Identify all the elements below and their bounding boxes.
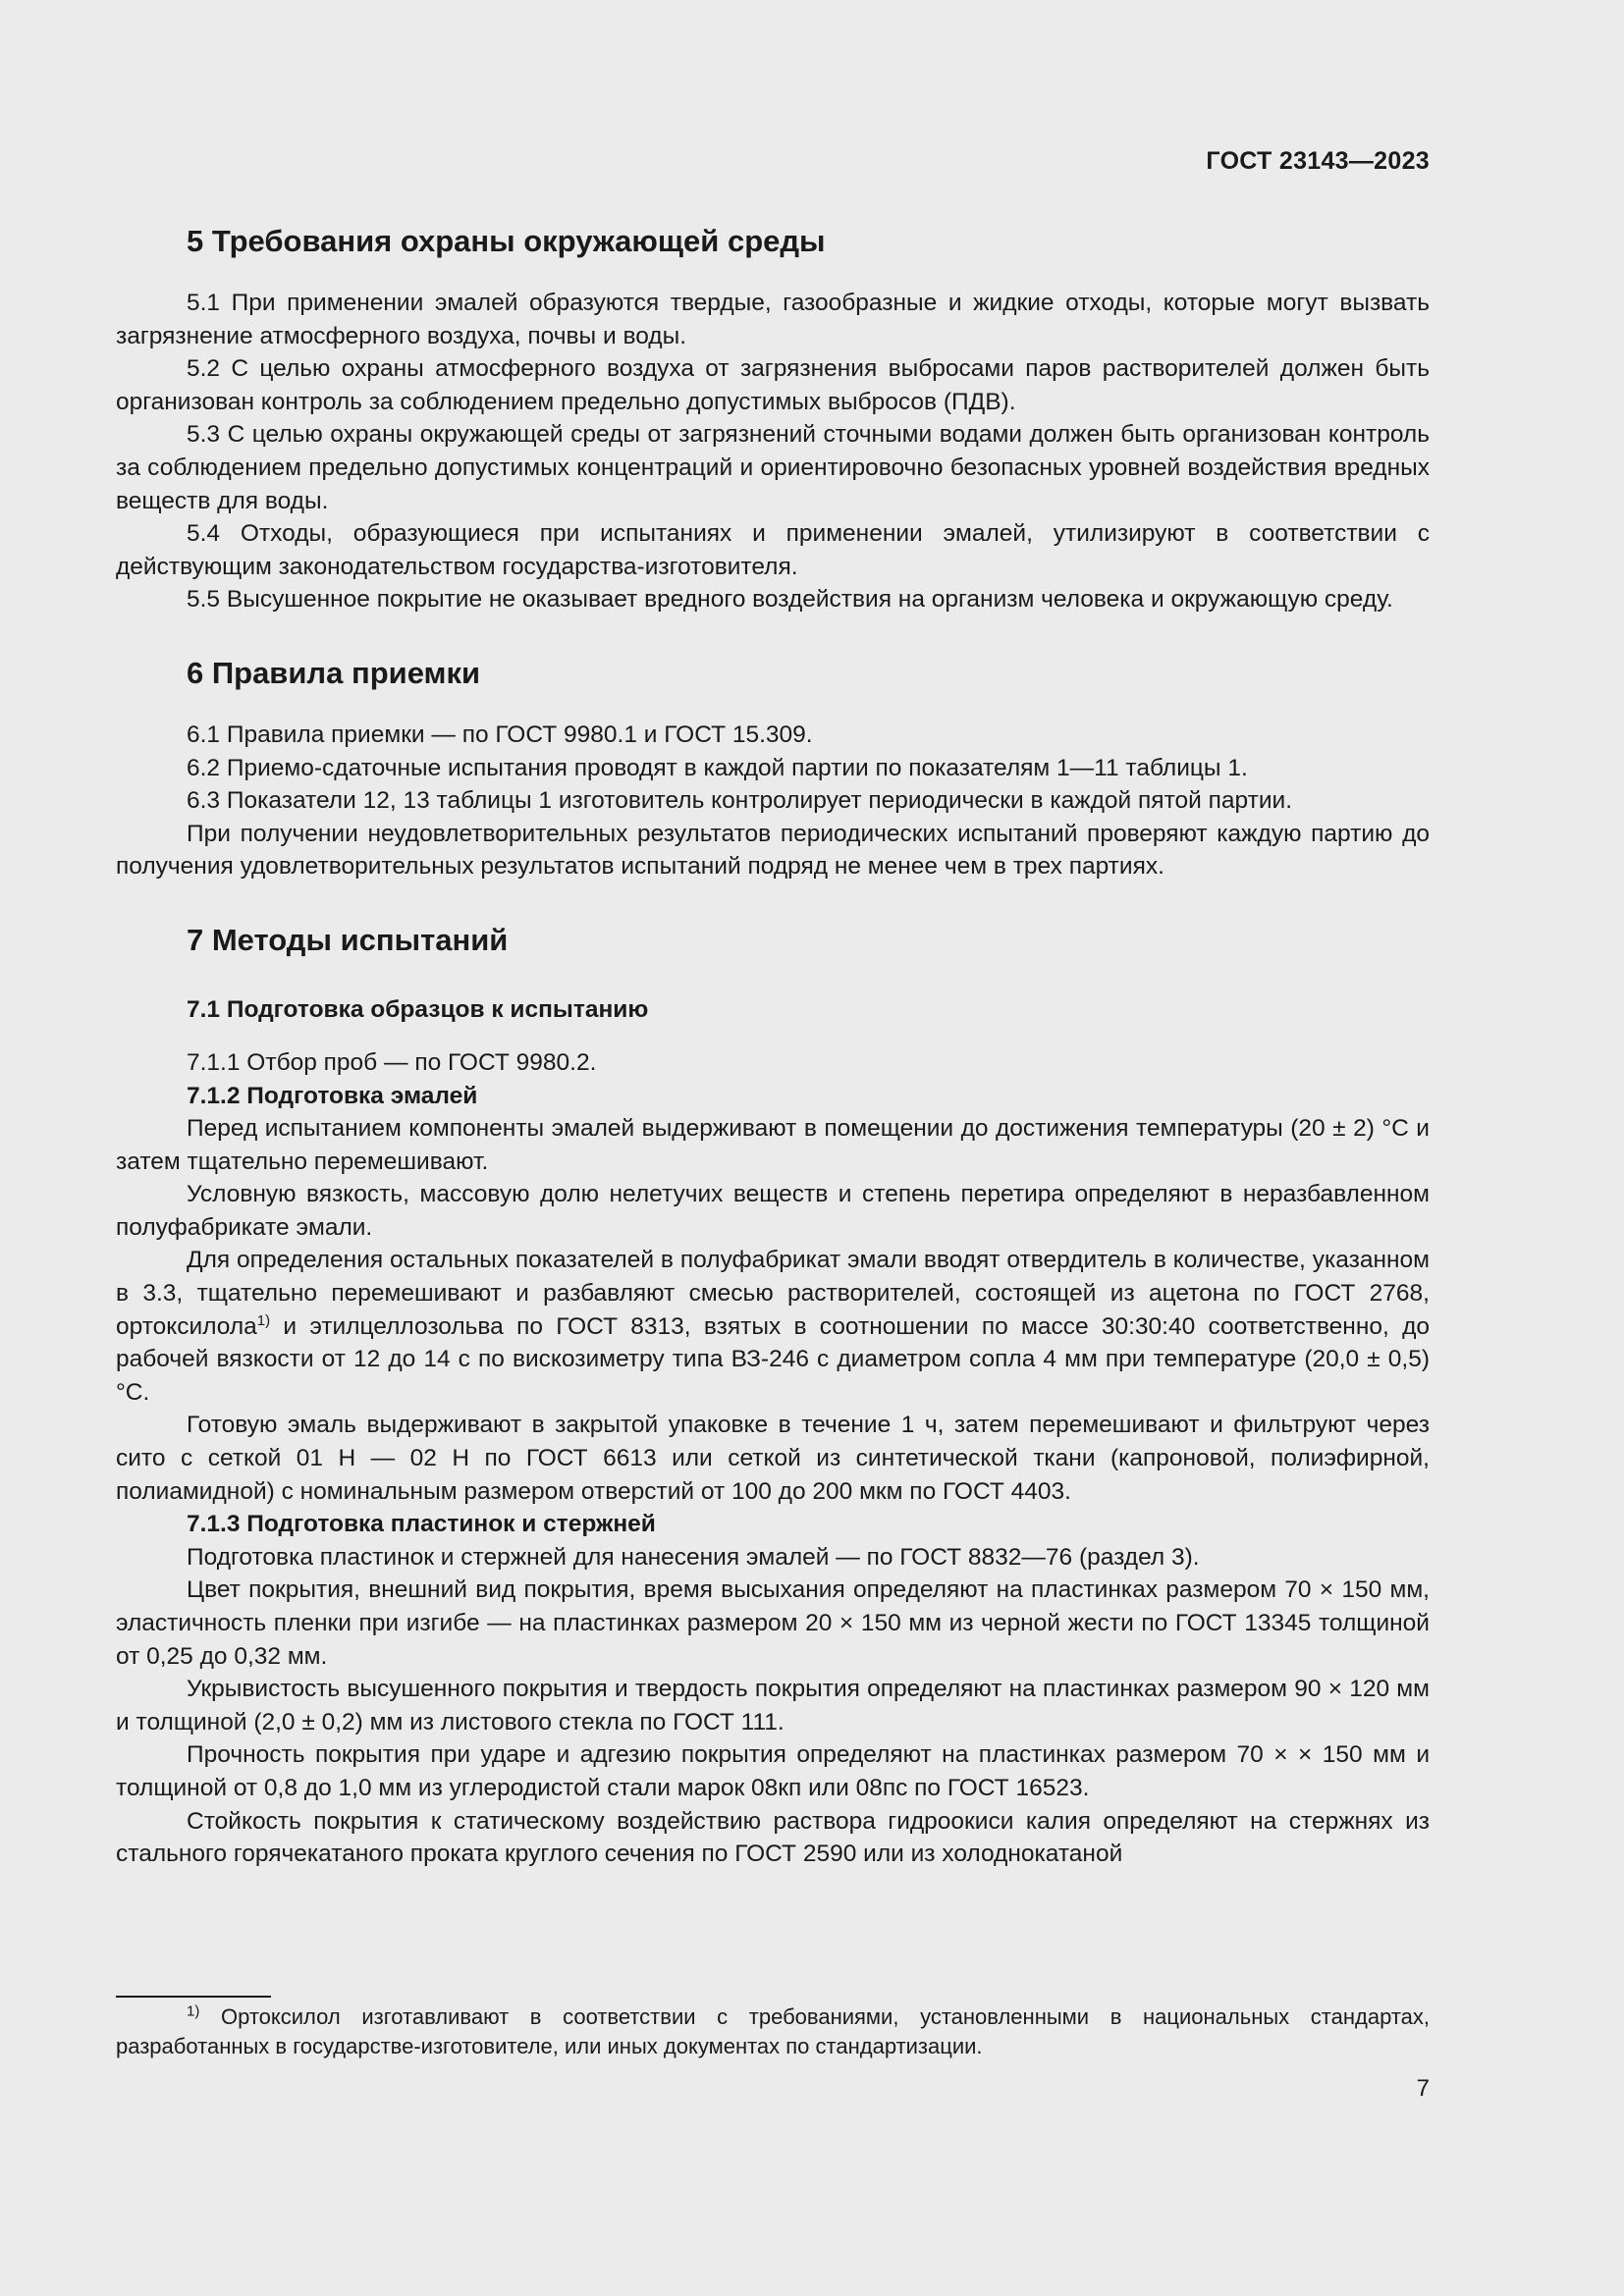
footnote <box>116 2002 1430 2061</box>
document-page <box>116 0 1430 2296</box>
paragraph-6-2: 6.2 Приемо-сдаточные испытания проводят в каждой партии по показателям 1—11 таблицы 1. <box>187 754 1248 781</box>
paragraph-5-4: 5.4 Отходы, образующиеся при испытаниях и применении эмалей, утилизируют в соответствии с действующим законодательством государства-изготовителя. <box>116 520 1430 580</box>
document-body <box>116 222 1430 1871</box>
paragraph-7-1-2-d: Готовую эмаль выдерживают в закрытой упаковке в течение 1 ч, затем перемешивают и фильтруют через сито с сеткой 01 Н — 02 Н по ГОСТ 6613 или сеткой из синтетической ткани (капроновой, полиэфирной, полиамидной) с номинальным размером отверстий от 100 до 200 мкм по ГОСТ 4403. <box>116 1412 1430 1505</box>
section-7-title: 7 Методы испытаний <box>187 922 509 957</box>
paragraph-7-1-2-a: Перед испытанием компоненты эмалей выдерживают в помещении до достижения температуры (20 ± 2) °С и затем тщательно перемешивают. <box>116 1115 1430 1175</box>
paragraph-7-1-3-b: Цвет покрытия, внешний вид покрытия, время высыхания определяют на пластинках размером 70 × 150 мм, эластичность пленки при изгибе — на пластинках размером 20 × 150 мм из черной жести по ГОСТ 13345 толщиной от 0,25 до 0,32 мм. <box>116 1576 1430 1670</box>
paragraph-7-1-3-e: Стойкость покрытия к статическому воздействию раствора гидроокиси калия определяют на стержнях из стального горячекатаного проката круглого сечения по ГОСТ 2590 или из холоднокатаной <box>116 1807 1430 1868</box>
paragraph-7-1-2-c <box>116 1244 1430 1409</box>
paragraph-7-1-1: 7.1.1 Отбор проб — по ГОСТ 9980.2. <box>187 1048 597 1076</box>
paragraph-7-1-3-a: Подготовка пластинок и стержней для нанесения эмалей — по ГОСТ 8832—76 (раздел 3). <box>187 1543 1200 1571</box>
paragraph-6-3: 6.3 Показатели 12, 13 таблицы 1 изготовитель контролирует периодически в каждой пятой партии. <box>187 787 1293 815</box>
paragraph-5-1: 5.1 При применении эмалей образуются твердые, газообразные и жидкие отходы, которые могут вызвать загрязнение атмосферного воздуха, почвы и воды. <box>116 290 1430 349</box>
paragraph-7-1-2-c-part2: и этилцеллозольва по ГОСТ 8313, взятых в соотношении по массе 30:30:40 соответственно, до рабочей вязкости от 12 до 14 с по вискозиметру типа ВЗ-246 с диаметром сопла 4 мм при температуре (20,0 ± 0,5) °С. <box>116 1312 1430 1406</box>
subsection-7-1-title: 7.1 Подготовка образцов к испытанию <box>187 995 649 1023</box>
paragraph-7-1-3-c: Укрывистость высушенного покрытия и твердость покрытия определяют на пластинках размером 90 × 120 мм и толщиной (2,0 ± 0,2) мм из листового стекла по ГОСТ 111. <box>116 1676 1430 1735</box>
paragraph-5-5: 5.5 Высушенное покрытие не оказывает вредного воздействия на организм человека и окружающую среду. <box>187 586 1393 614</box>
section-6-title: 6 Правила приемки <box>187 655 481 690</box>
page-number: 7 <box>1416 2075 1430 2102</box>
subsection-7-1-2-title: 7.1.2 Подготовка эмалей <box>187 1082 478 1109</box>
paragraph-6-3-note: При получении неудовлетворительных результатов периодических испытаний проверяют каждую партию до получения удовлетворительных результатов испытаний подряд не менее чем в трех партиях. <box>116 820 1430 881</box>
paragraph-6-1: 6.1 Правила приемки — по ГОСТ 9980.1 и ГОСТ 15.309. <box>187 721 813 748</box>
subsection-7-1-3-title: 7.1.3 Подготовка пластинок и стержней <box>187 1511 656 1538</box>
paragraph-7-1-3-d: Прочность покрытия при ударе и адгезию покрытия определяют на пластинках размером 70 × × 150 мм и толщиной от 0,8 до 1,0 мм из углеродистой стали марок 08кп или 08пс по ГОСТ 16523. <box>116 1741 1430 1801</box>
footnote-divider <box>116 1996 271 1998</box>
document-code-header: ГОСТ 23143—2023 <box>1206 147 1430 175</box>
paragraph-5-3: 5.3 С целью охраны окружающей среды от загрязнений сточными водами должен быть организован контроль за соблюдением предельно допустимых концентраций и ориентировочно безопасных уровней воздействия вредных веществ для воды. <box>116 421 1430 514</box>
paragraph-7-1-2-b: Условную вязкость, массовую долю нелетучих веществ и степень перетира определяют в неразбавленном полуфабрикате эмали. <box>116 1181 1430 1241</box>
section-5-title: 5 Требования охраны окружающей среды <box>187 224 826 258</box>
paragraph-7-1-2-c-part1: Для определения остальных показателей в полуфабрикат эмали вводят отвердитель в количестве, указанном в 3.3, тщательно перемешивают и разбавляют смесью растворителей, состоящей из ацетона по ГОСТ 2768, ортоксилола <box>116 1247 1430 1340</box>
paragraph-5-2: 5.2 С целью охраны атмосферного воздуха от загрязнения выбросами паров растворителей должен быть организован контроль за соблюдением предельно допустимых выбросов (ПДВ). <box>116 355 1430 415</box>
footnote-marker: 1) <box>187 2002 200 2020</box>
footnote-reference[interactable]: 1) <box>256 1311 271 1329</box>
footnote-text: Ортоксилол изготавливают в соответствии с требованиями, установленными в национальных стандартах, разработанных в государстве-изготовителе, или иных документах по стандартизации. <box>116 2004 1430 2058</box>
